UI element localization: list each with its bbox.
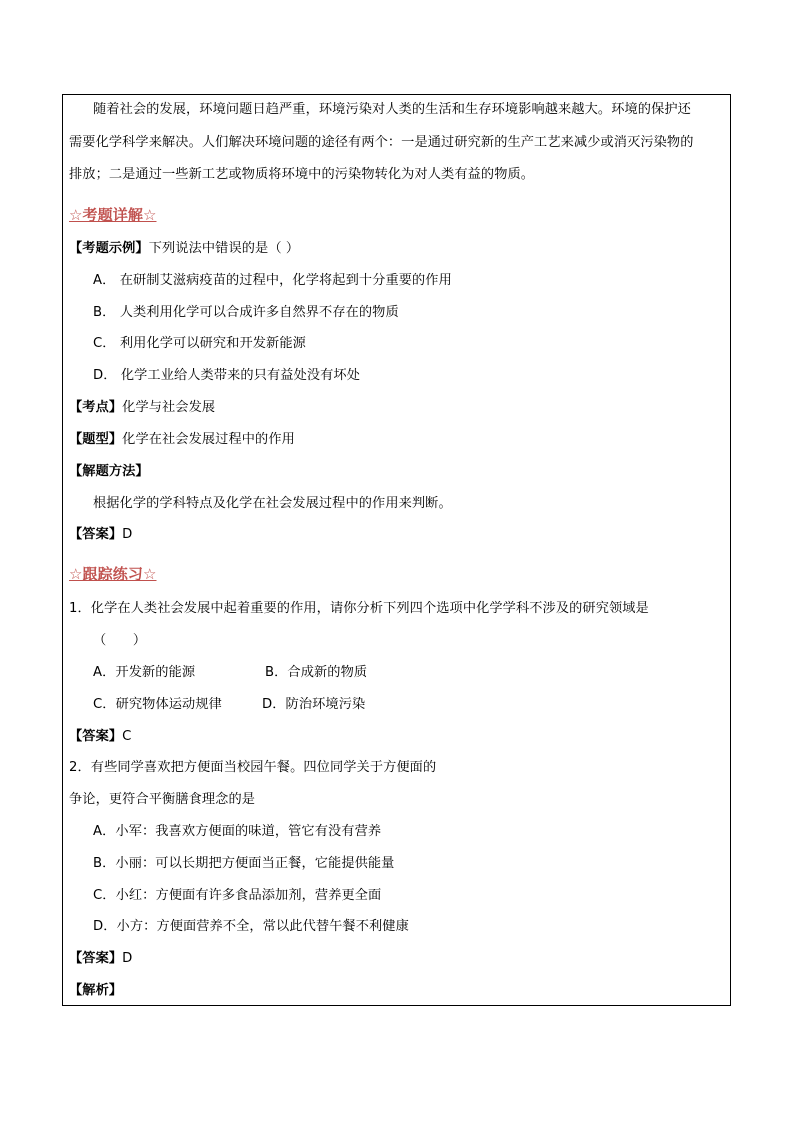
example-option-a: A． 在研制艾滋病疫苗的过程中，化学将起到十分重要的作用 [93,273,452,288]
type-label: 【题型】 [69,432,123,447]
type-text: 化学在社会发展过程中的作用 [122,432,295,447]
intro-line-1: 随着社会的发展，环境问题日趋严重，环境污染对人类的生活和生存环境影响越来越大。环境的保护还 [93,102,691,117]
q2-answer-label: 【答案】 [69,951,123,966]
q1-answer-line [69,729,131,745]
q1-option-b: B．合成新的物质 [265,665,368,680]
intro-line-2: 需要化学科学来解决。人们解决环境问题的途径有两个：一是通过研究新的生产工艺来减少或消灭污染物的 [69,135,694,150]
q2-analysis-label: 【解析】 [69,983,123,998]
q2-option-c: C．小红：方便面有许多食品添加剂，营养更全面 [93,888,382,903]
intro-line-3: 排放；二是通过一些新工艺或物质将环境中的污染物转化为对人类有益的物质。 [69,167,535,182]
q2-answer: D [122,951,133,966]
q1-line-2: （ ） [93,633,147,648]
answer-label: 【答案】 [69,527,123,542]
q2-option-d: D．小方：方便面营养不全，常以此代替午餐不利健康 [93,919,409,934]
point-text: 化学与社会发展 [122,400,216,415]
example-point-line [69,400,215,416]
q1-line-1: 1．化学在人类社会发展中起着重要的作用，请你分析下列四个选项中化学学科不涉及的研究领域是 [69,601,649,616]
method-label: 【解题方法】 [69,464,149,479]
example-question: 下列说法中错误的是（ ） [148,241,300,256]
example-question-line [69,241,299,257]
q1-option-d: D．防治环境污染 [262,697,366,712]
q1-option-c: C．研究物体运动规律 [93,697,222,712]
q2-answer-line [69,951,132,967]
answer-text: D [122,527,133,542]
q2-line-1: 2．有些同学喜欢把方便面当校园午餐。四位同学关于方便面的 [69,760,437,775]
q1-answer: C [122,729,132,744]
q1-answer-label: 【答案】 [69,729,123,744]
q2-option-b: B．小丽：可以长期把方便面当正餐，它能提供能量 [93,856,395,871]
point-label: 【考点】 [69,400,123,415]
example-option-b: B． 人类利用化学可以合成许多自然界不存在的物质 [93,305,399,320]
example-answer-line [69,527,132,543]
example-option-c: C． 利用化学可以研究和开发新能源 [93,336,306,351]
section-heading-practice: ☆跟踪练习☆ [69,565,157,583]
q2-option-a: A．小军：我喜欢方便面的味道，管它有没有营养 [93,824,382,839]
q1-option-a: A．开发新的能源 [93,665,196,680]
example-type-line [69,432,295,448]
method-text: 根据化学的学科特点及化学在社会发展过程中的作用来判断。 [93,496,452,511]
example-label: 【考题示例】 [69,241,149,256]
example-option-d: D． 化学工业给人类带来的只有益处没有坏处 [93,368,361,383]
section-heading-exam-detail: ☆考题详解☆ [69,206,157,224]
q2-line-2: 争论，更符合平衡膳食理念的是 [69,792,256,807]
